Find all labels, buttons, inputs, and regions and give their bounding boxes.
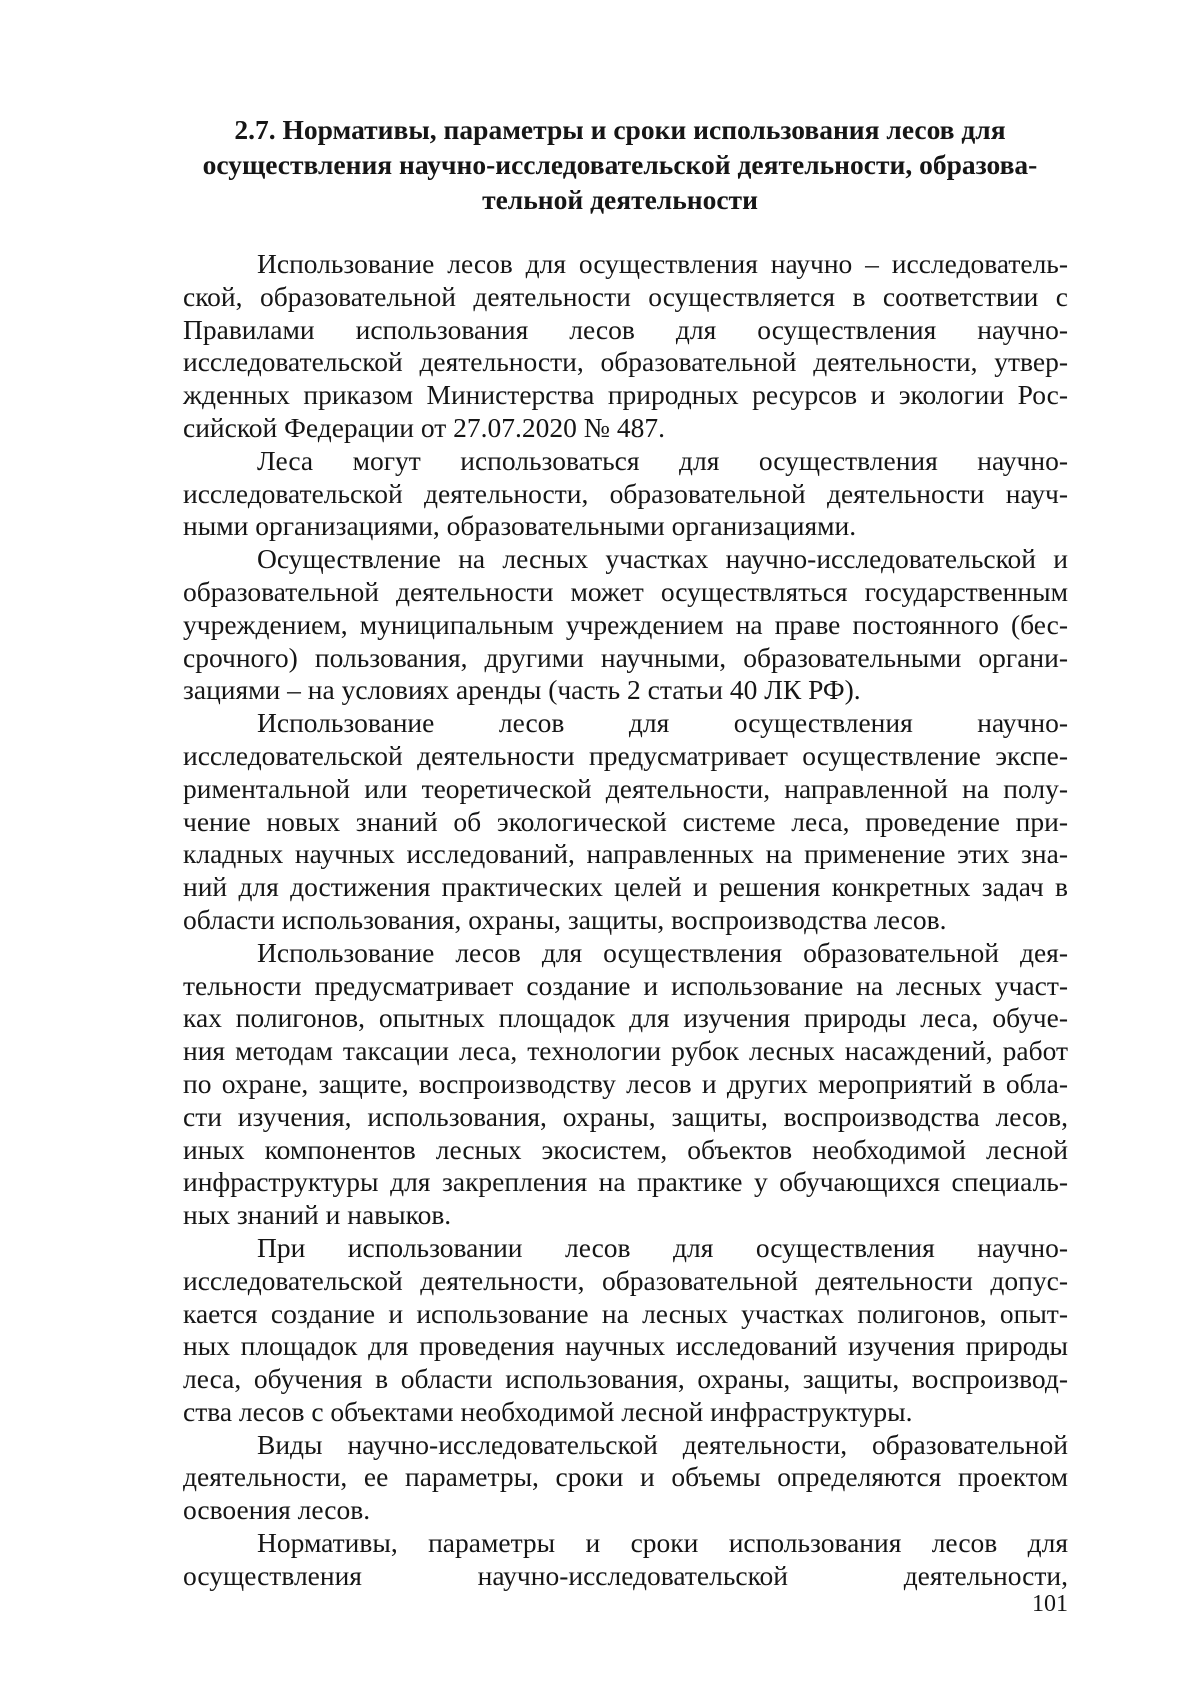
text-line: образовательной деятельности может осуществляться государственным <box>183 575 1068 607</box>
paragraph <box>183 543 1068 707</box>
text-line: ках полигонов, опытных площадок для изучения природы леса, обуче- <box>183 1002 1068 1034</box>
text-line: области использования, охраны, защиты, воспроизводства лесов. <box>183 903 947 935</box>
text-line: ний для достижения практических целей и решения конкретных задач в <box>183 871 1068 903</box>
text-line: риментальной или теоретической деятельности, направленной на полу- <box>183 772 1068 804</box>
text-line: ными организациями, образовательными организациями. <box>183 510 857 542</box>
text-line: Использование лесов для осуществления научно- <box>257 707 1068 739</box>
text-line: кается создание и использование на лесных участках полигонов, опыт- <box>183 1297 1068 1329</box>
text-line: ных знаний и навыков. <box>183 1199 452 1231</box>
section-heading <box>160 112 1080 217</box>
text-line: срочного) пользования, другими научными, образовательными органи- <box>183 641 1068 673</box>
text-line: жденных приказом Министерства природных ресурсов и экологии Рос- <box>183 379 1068 411</box>
text-line: ных площадок для проведения научных исследований изучения природы <box>183 1330 1068 1362</box>
text-line: сийской Федерации от 27.07.2020 № 487. <box>183 411 666 443</box>
text-line: освоения лесов. <box>183 1494 371 1526</box>
text-line: зациями – на условиях аренды (часть 2 статьи 40 ЛК РФ). <box>183 674 861 706</box>
text-line: Леса могут использоваться для осуществления научно- <box>257 444 1068 476</box>
text-line: ства лесов с объектами необходимой лесной инфраструктуры. <box>183 1395 913 1427</box>
text-line: ской, образовательной деятельности осуществляется в соответствии с <box>183 280 1068 312</box>
paragraph <box>183 445 1068 543</box>
text-line: исследовательской деятельности, образовательной деятельности науч- <box>183 477 1068 509</box>
paragraph <box>183 707 1068 937</box>
text-line: Нормативы, параметры и сроки использования лесов для <box>257 1527 1068 1559</box>
body-text <box>183 248 1068 1593</box>
text-line: ния методам таксации леса, технологии рубок лесных насаждений, работ <box>183 1035 1068 1067</box>
text-line: Правилами использования лесов для осуществления научно- <box>183 313 1068 345</box>
text-line: тельности предусматривает создание и использование на лесных участ- <box>183 969 1068 1001</box>
text-line: осуществления научно-исследовательской деятельности, <box>183 1559 1068 1591</box>
paragraph <box>183 1429 1068 1527</box>
paragraph <box>183 937 1068 1232</box>
text-line: инфраструктуры для закрепления на практике у обучающихся специаль- <box>183 1166 1068 1198</box>
text-line: При использовании лесов для осуществления научно- <box>257 1231 1068 1263</box>
paragraph <box>183 1232 1068 1429</box>
heading-line: тельной деятельности <box>482 184 758 215</box>
text-line: иных компонентов лесных экосистем, объектов необходимой лесной <box>183 1133 1068 1165</box>
text-line: кладных научных исследований, направленных на применение этих зна- <box>183 838 1068 870</box>
text-line: Осуществление на лесных участках научно-исследовательской и <box>257 543 1068 575</box>
text-line: учреждением, муниципальным учреждением на праве постоянного (бес- <box>183 608 1068 640</box>
paragraph <box>183 248 1068 445</box>
page-number: 101 <box>1032 1591 1068 1617</box>
text-line: Виды научно-исследовательской деятельности, образовательной <box>257 1428 1068 1460</box>
text-line: чение новых знаний об экологической системе леса, проведение при- <box>183 805 1068 837</box>
paragraph <box>183 1527 1068 1593</box>
heading-line: 2.7. Нормативы, параметры и сроки использования лесов для <box>234 114 1006 145</box>
heading-line: осуществления научно-исследовательской деятельности, образова- <box>202 149 1038 180</box>
text-line: исследовательской деятельности, образовательной деятельности допус- <box>183 1264 1068 1296</box>
text-line: деятельности, ее параметры, сроки и объемы определяются проектом <box>183 1461 1068 1493</box>
text-line: леса, обучения в области использования, охраны, защиты, воспроизвод- <box>183 1363 1068 1395</box>
text-line: исследовательской деятельности предусматривает осуществление экспе- <box>183 739 1068 771</box>
text-line: Использование лесов для осуществления научно – исследователь- <box>257 248 1068 279</box>
text-line: сти изучения, использования, охраны, защиты, воспроизводства лесов, <box>183 1100 1068 1132</box>
text-line: исследовательской деятельности, образовательной деятельности, утвер- <box>183 346 1068 378</box>
text-line: Использование лесов для осуществления образовательной дея- <box>257 936 1068 968</box>
text-line: по охране, защите, воспроизводству лесов и других мероприятий в обла- <box>183 1067 1068 1099</box>
